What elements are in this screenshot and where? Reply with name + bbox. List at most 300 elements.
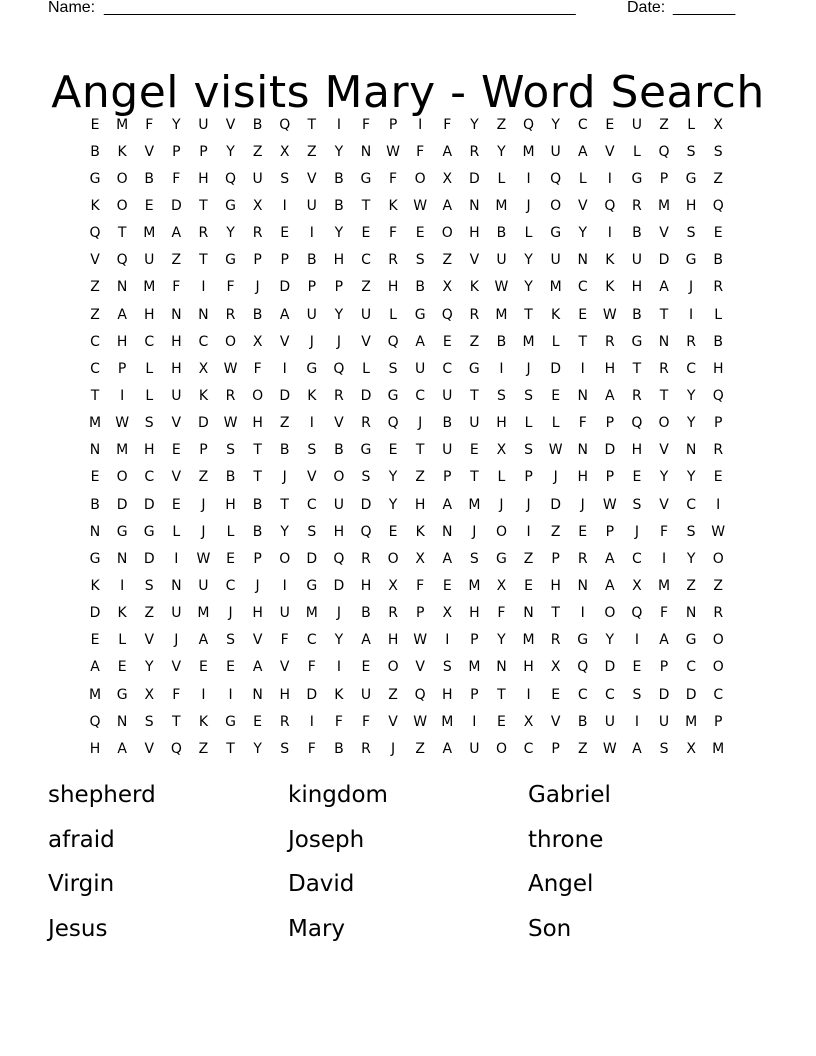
grid-letter[interactable]: P: [551, 550, 561, 567]
grid-letter[interactable]: H: [89, 740, 102, 757]
grid-letter[interactable]: N: [116, 713, 129, 730]
grid-letter[interactable]: X: [713, 116, 724, 133]
grid-letter[interactable]: W: [223, 360, 239, 377]
grid-letter[interactable]: E: [713, 225, 724, 242]
grid-letter[interactable]: B: [334, 740, 345, 757]
grid-letter[interactable]: K: [334, 686, 345, 703]
grid-letter[interactable]: R: [686, 333, 697, 350]
grid-letter[interactable]: V: [144, 740, 156, 757]
grid-letter[interactable]: R: [361, 415, 372, 432]
grid-letter[interactable]: P: [199, 442, 209, 459]
grid-letter[interactable]: U: [144, 252, 156, 269]
grid-letter[interactable]: W: [413, 197, 429, 214]
grid-letter[interactable]: H: [171, 360, 183, 377]
grid-letter[interactable]: M: [468, 496, 482, 513]
grid-letter[interactable]: A: [442, 197, 454, 214]
grid-letter[interactable]: R: [604, 333, 616, 350]
grid-letter[interactable]: B: [90, 496, 101, 513]
grid-letter[interactable]: H: [387, 279, 400, 296]
grid-letter[interactable]: C: [198, 333, 210, 350]
grid-letter[interactable]: B: [279, 442, 291, 459]
grid-letter[interactable]: X: [442, 170, 454, 187]
grid-letter[interactable]: Y: [470, 116, 480, 133]
grid-letter[interactable]: S: [361, 469, 372, 486]
grid-letter[interactable]: G: [116, 523, 129, 540]
grid-letter[interactable]: V: [90, 252, 101, 269]
grid-letter[interactable]: S: [415, 252, 426, 269]
grid-letter[interactable]: Z: [415, 469, 426, 486]
grid-letter[interactable]: Y: [172, 116, 182, 133]
grid-letter[interactable]: W: [711, 523, 727, 540]
grid-letter[interactable]: C: [361, 252, 372, 269]
grid-letter[interactable]: N: [198, 306, 210, 323]
grid-letter[interactable]: J: [201, 496, 207, 513]
grid-letter[interactable]: Y: [388, 469, 399, 486]
grid-letter[interactable]: G: [306, 577, 319, 594]
grid-letter[interactable]: M: [116, 442, 130, 459]
grid-letter[interactable]: M: [468, 659, 482, 676]
grid-letter[interactable]: V: [144, 632, 156, 649]
grid-letter[interactable]: G: [306, 360, 319, 377]
grid-letter[interactable]: J: [336, 605, 342, 622]
grid-letter[interactable]: G: [631, 170, 644, 187]
grid-letter[interactable]: Z: [496, 116, 508, 133]
grid-letter[interactable]: C: [713, 686, 725, 703]
grid-letter[interactable]: Q: [414, 686, 427, 703]
grid-letter[interactable]: C: [144, 333, 156, 350]
grid-letter[interactable]: J: [526, 197, 532, 214]
grid-letter[interactable]: Z: [388, 686, 399, 703]
grid-letter[interactable]: D: [279, 279, 292, 296]
grid-letter[interactable]: U: [360, 686, 373, 703]
grid-letter[interactable]: T: [632, 360, 643, 377]
grid-letter[interactable]: Y: [524, 252, 534, 269]
grid-letter[interactable]: C: [90, 360, 101, 377]
grid-letter[interactable]: Z: [144, 605, 156, 622]
grid-letter[interactable]: N: [89, 442, 102, 459]
grid-letter[interactable]: G: [685, 170, 698, 187]
grid-letter[interactable]: Q: [658, 143, 671, 160]
grid-letter[interactable]: G: [414, 306, 427, 323]
grid-letter[interactable]: P: [280, 252, 290, 269]
name-field[interactable]: _____________________________________________________: [104, 0, 576, 16]
grid-letter[interactable]: V: [577, 197, 589, 214]
grid-letter[interactable]: Q: [387, 333, 400, 350]
grid-letter[interactable]: G: [89, 170, 102, 187]
grid-letter[interactable]: D: [550, 360, 563, 377]
grid-letter[interactable]: C: [144, 469, 156, 486]
grid-letter[interactable]: D: [685, 686, 698, 703]
grid-letter[interactable]: X: [550, 659, 562, 676]
grid-letter[interactable]: L: [362, 360, 371, 377]
grid-letter[interactable]: E: [388, 442, 399, 459]
grid-letter[interactable]: V: [659, 496, 670, 513]
grid-letter[interactable]: W: [494, 279, 510, 296]
grid-letter[interactable]: I: [309, 713, 315, 730]
grid-letter[interactable]: J: [336, 333, 342, 350]
grid-letter[interactable]: B: [713, 252, 724, 269]
grid-letter[interactable]: L: [145, 360, 155, 377]
grid-letter[interactable]: M: [522, 632, 536, 649]
grid-letter[interactable]: M: [197, 605, 211, 622]
grid-letter[interactable]: B: [577, 713, 589, 730]
grid-letter[interactable]: M: [441, 713, 455, 730]
grid-letter[interactable]: R: [388, 252, 399, 269]
grid-letter[interactable]: M: [657, 577, 672, 594]
grid-letter[interactable]: T: [659, 387, 670, 404]
grid-letter[interactable]: I: [607, 225, 613, 242]
grid-letter[interactable]: S: [144, 415, 155, 432]
grid-letter[interactable]: H: [550, 577, 562, 594]
grid-letter[interactable]: V: [550, 713, 562, 730]
grid-letter[interactable]: S: [280, 170, 291, 187]
grid-letter[interactable]: A: [90, 659, 101, 676]
grid-letter[interactable]: K: [469, 279, 480, 296]
grid-letter[interactable]: W: [602, 306, 618, 323]
grid-letter[interactable]: R: [469, 306, 481, 323]
grid-letter[interactable]: D: [198, 415, 210, 432]
grid-letter[interactable]: O: [658, 415, 671, 432]
grid-letter[interactable]: S: [144, 577, 155, 594]
grid-letter[interactable]: H: [414, 496, 427, 513]
grid-letter[interactable]: C: [686, 496, 697, 513]
grid-letter[interactable]: V: [415, 659, 426, 676]
grid-letter[interactable]: C: [577, 686, 589, 703]
grid-letter[interactable]: N: [577, 442, 589, 459]
grid-letter[interactable]: M: [685, 713, 699, 730]
grid-letter[interactable]: G: [225, 197, 237, 214]
grid-letter[interactable]: O: [495, 523, 508, 540]
grid-letter[interactable]: F: [253, 360, 263, 377]
grid-letter[interactable]: Y: [144, 659, 155, 676]
grid-letter[interactable]: M: [495, 306, 509, 323]
grid-letter[interactable]: O: [604, 605, 617, 622]
grid-letter[interactable]: T: [199, 252, 209, 269]
grid-letter[interactable]: E: [632, 469, 643, 486]
grid-letter[interactable]: B: [442, 415, 454, 432]
grid-letter[interactable]: V: [279, 659, 291, 676]
grid-letter[interactable]: J: [689, 279, 695, 296]
grid-letter[interactable]: X: [442, 279, 454, 296]
grid-letter[interactable]: Z: [577, 740, 589, 757]
grid-letter[interactable]: Q: [170, 740, 183, 757]
grid-letter[interactable]: H: [171, 333, 183, 350]
grid-letter[interactable]: A: [442, 496, 454, 513]
grid-letter[interactable]: T: [470, 469, 480, 486]
grid-letter[interactable]: D: [306, 550, 319, 567]
grid-letter[interactable]: J: [282, 469, 288, 486]
grid-letter[interactable]: J: [580, 496, 586, 513]
grid-letter[interactable]: A: [659, 279, 670, 296]
grid-letter[interactable]: M: [143, 225, 157, 242]
grid-letter[interactable]: W: [196, 550, 212, 567]
grid-letter[interactable]: N: [116, 279, 129, 296]
grid-letter[interactable]: N: [171, 306, 183, 323]
grid-letter[interactable]: V: [307, 170, 318, 187]
grid-letter[interactable]: O: [116, 197, 129, 214]
grid-letter[interactable]: J: [553, 469, 559, 486]
grid-letter[interactable]: Q: [333, 360, 346, 377]
grid-letter[interactable]: K: [90, 577, 101, 594]
grid-letter[interactable]: Q: [89, 713, 102, 730]
grid-letter[interactable]: B: [225, 469, 237, 486]
grid-letter[interactable]: B: [144, 170, 156, 187]
grid-letter[interactable]: S: [713, 143, 724, 160]
grid-letter[interactable]: Y: [686, 387, 697, 404]
grid-letter[interactable]: P: [605, 469, 616, 486]
grid-letter[interactable]: C: [604, 686, 616, 703]
grid-letter[interactable]: F: [307, 659, 317, 676]
grid-letter[interactable]: X: [252, 333, 264, 350]
grid-letter[interactable]: P: [307, 279, 318, 296]
grid-letter[interactable]: M: [116, 116, 130, 133]
grid-letter[interactable]: O: [712, 659, 725, 676]
grid-letter[interactable]: V: [605, 143, 616, 160]
grid-letter[interactable]: G: [631, 333, 644, 350]
grid-letter[interactable]: G: [550, 225, 563, 242]
grid-letter[interactable]: T: [415, 442, 426, 459]
grid-letter[interactable]: O: [116, 469, 129, 486]
grid-letter[interactable]: S: [280, 740, 291, 757]
grid-letter[interactable]: F: [145, 116, 155, 133]
grid-letter[interactable]: X: [252, 197, 264, 214]
grid-letter[interactable]: X: [415, 550, 426, 567]
grid-letter[interactable]: B: [496, 225, 508, 242]
grid-letter[interactable]: R: [361, 550, 372, 567]
grid-letter[interactable]: Y: [497, 143, 507, 160]
grid-letter[interactable]: F: [389, 170, 399, 187]
grid-letter[interactable]: S: [632, 686, 643, 703]
grid-letter[interactable]: D: [333, 577, 346, 594]
grid-letter[interactable]: L: [145, 387, 155, 404]
grid-letter[interactable]: Z: [279, 415, 291, 432]
grid-letter[interactable]: H: [333, 252, 346, 269]
grid-letter[interactable]: S: [307, 523, 318, 540]
grid-letter[interactable]: B: [90, 143, 101, 160]
grid-letter[interactable]: X: [198, 360, 210, 377]
grid-letter[interactable]: G: [143, 523, 156, 540]
grid-letter[interactable]: G: [360, 170, 373, 187]
grid-letter[interactable]: U: [306, 306, 318, 323]
grid-letter[interactable]: P: [253, 252, 263, 269]
grid-letter[interactable]: V: [279, 333, 291, 350]
grid-letter[interactable]: N: [658, 333, 671, 350]
grid-letter[interactable]: E: [90, 469, 101, 486]
grid-letter[interactable]: V: [171, 415, 183, 432]
grid-letter[interactable]: O: [387, 659, 400, 676]
grid-letter[interactable]: T: [253, 469, 263, 486]
grid-letter[interactable]: E: [361, 659, 372, 676]
grid-letter[interactable]: T: [117, 225, 128, 242]
grid-letter[interactable]: G: [685, 252, 698, 269]
grid-letter[interactable]: B: [306, 252, 318, 269]
grid-letter[interactable]: I: [634, 632, 640, 649]
grid-letter[interactable]: F: [172, 170, 182, 187]
grid-letter[interactable]: E: [524, 577, 534, 594]
grid-letter[interactable]: R: [225, 387, 237, 404]
grid-letter[interactable]: H: [143, 306, 156, 323]
grid-letter[interactable]: C: [577, 116, 589, 133]
grid-letter[interactable]: M: [143, 279, 157, 296]
grid-letter[interactable]: R: [279, 713, 291, 730]
grid-letter[interactable]: A: [171, 225, 183, 242]
grid-letter[interactable]: L: [497, 170, 507, 187]
grid-letter[interactable]: X: [442, 605, 454, 622]
grid-letter[interactable]: E: [226, 550, 236, 567]
grid-letter[interactable]: U: [550, 143, 562, 160]
grid-letter[interactable]: Q: [333, 550, 346, 567]
grid-letter[interactable]: X: [144, 686, 156, 703]
grid-letter[interactable]: P: [659, 659, 670, 676]
grid-letter[interactable]: I: [336, 659, 342, 676]
grid-letter[interactable]: R: [225, 306, 237, 323]
grid-letter[interactable]: J: [418, 415, 424, 432]
grid-letter[interactable]: Y: [605, 632, 616, 649]
grid-letter[interactable]: V: [469, 252, 481, 269]
grid-letter[interactable]: L: [524, 225, 534, 242]
grid-letter[interactable]: N: [496, 659, 508, 676]
grid-letter[interactable]: T: [199, 197, 209, 214]
grid-letter[interactable]: T: [497, 686, 507, 703]
grid-letter[interactable]: N: [685, 605, 698, 622]
grid-letter[interactable]: W: [602, 740, 618, 757]
grid-letter[interactable]: Q: [712, 387, 725, 404]
grid-letter[interactable]: F: [416, 143, 426, 160]
grid-letter[interactable]: H: [387, 632, 400, 649]
grid-letter[interactable]: U: [658, 713, 671, 730]
grid-letter[interactable]: O: [333, 469, 346, 486]
grid-letter[interactable]: A: [442, 740, 454, 757]
grid-letter[interactable]: U: [550, 252, 562, 269]
grid-letter[interactable]: N: [116, 550, 129, 567]
grid-letter[interactable]: J: [634, 523, 640, 540]
date-field[interactable]: _______: [673, 0, 736, 16]
grid-letter[interactable]: B: [713, 333, 724, 350]
grid-letter[interactable]: H: [279, 686, 291, 703]
grid-letter[interactable]: T: [172, 713, 182, 730]
grid-letter[interactable]: K: [605, 252, 616, 269]
grid-letter[interactable]: C: [306, 496, 318, 513]
grid-letter[interactable]: C: [632, 550, 643, 567]
grid-letter[interactable]: H: [631, 442, 644, 459]
grid-letter[interactable]: D: [360, 387, 373, 404]
grid-letter[interactable]: U: [631, 252, 644, 269]
grid-letter[interactable]: H: [442, 686, 454, 703]
grid-letter[interactable]: L: [118, 632, 128, 649]
grid-letter[interactable]: E: [415, 225, 426, 242]
grid-letter[interactable]: H: [198, 170, 210, 187]
grid-letter[interactable]: S: [497, 387, 507, 404]
grid-letter[interactable]: L: [172, 523, 182, 540]
grid-letter[interactable]: Q: [631, 605, 644, 622]
grid-letter[interactable]: P: [415, 605, 426, 622]
grid-letter[interactable]: I: [689, 306, 695, 323]
grid-letter[interactable]: D: [468, 170, 481, 187]
grid-letter[interactable]: W: [602, 496, 618, 513]
grid-letter[interactable]: A: [117, 740, 128, 757]
grid-letter[interactable]: F: [389, 225, 399, 242]
grid-letter[interactable]: Q: [577, 659, 590, 676]
grid-letter[interactable]: G: [89, 550, 102, 567]
grid-letter[interactable]: I: [282, 197, 288, 214]
grid-letter[interactable]: V: [334, 415, 345, 432]
grid-letter[interactable]: D: [550, 496, 563, 513]
grid-letter[interactable]: E: [469, 442, 480, 459]
grid-letter[interactable]: F: [659, 523, 670, 540]
grid-letter[interactable]: A: [252, 659, 264, 676]
grid-letter[interactable]: H: [360, 577, 373, 594]
grid-letter[interactable]: T: [578, 333, 589, 350]
grid-letter[interactable]: V: [225, 116, 237, 133]
grid-letter[interactable]: U: [442, 387, 454, 404]
grid-letter[interactable]: W: [413, 713, 429, 730]
grid-letter[interactable]: B: [361, 605, 372, 622]
grid-letter[interactable]: Z: [523, 550, 535, 567]
grid-letter[interactable]: O: [116, 170, 129, 187]
grid-letter[interactable]: X: [632, 577, 643, 594]
grid-letter[interactable]: N: [523, 605, 535, 622]
grid-letter[interactable]: S: [226, 442, 236, 459]
grid-letter[interactable]: S: [524, 442, 534, 459]
grid-letter[interactable]: U: [360, 306, 373, 323]
grid-letter[interactable]: P: [117, 360, 128, 377]
grid-letter[interactable]: E: [632, 659, 643, 676]
grid-letter[interactable]: E: [442, 333, 453, 350]
grid-letter[interactable]: S: [442, 659, 453, 676]
grid-letter[interactable]: F: [361, 713, 372, 730]
grid-letter[interactable]: O: [712, 632, 725, 649]
grid-letter[interactable]: O: [414, 170, 427, 187]
grid-letter[interactable]: F: [307, 740, 317, 757]
grid-letter[interactable]: V: [388, 713, 399, 730]
grid-letter[interactable]: U: [604, 713, 616, 730]
grid-letter[interactable]: U: [279, 605, 291, 622]
grid-letter[interactable]: E: [90, 116, 101, 133]
grid-letter[interactable]: S: [388, 360, 399, 377]
grid-letter[interactable]: Z: [659, 116, 670, 133]
grid-letter[interactable]: Q: [360, 523, 373, 540]
grid-letter[interactable]: I: [418, 116, 424, 133]
grid-letter[interactable]: M: [89, 415, 103, 432]
grid-letter[interactable]: L: [226, 523, 236, 540]
grid-letter[interactable]: J: [526, 360, 532, 377]
grid-letter[interactable]: E: [171, 496, 182, 513]
grid-letter[interactable]: I: [499, 360, 505, 377]
grid-letter[interactable]: E: [578, 523, 589, 540]
grid-letter[interactable]: A: [632, 740, 643, 757]
grid-letter[interactable]: Z: [90, 279, 101, 296]
grid-letter[interactable]: J: [472, 523, 478, 540]
grid-letter[interactable]: Z: [550, 523, 562, 540]
grid-letter[interactable]: P: [199, 143, 209, 160]
grid-letter[interactable]: C: [577, 279, 589, 296]
grid-letter[interactable]: R: [361, 740, 372, 757]
grid-letter[interactable]: W: [413, 632, 429, 649]
grid-letter[interactable]: E: [144, 197, 155, 214]
grid-letter[interactable]: L: [524, 415, 534, 432]
grid-letter[interactable]: I: [607, 170, 613, 187]
grid-letter[interactable]: V: [144, 143, 156, 160]
grid-letter[interactable]: E: [713, 469, 724, 486]
grid-letter[interactable]: N: [577, 252, 589, 269]
grid-letter[interactable]: V: [361, 333, 372, 350]
grid-letter[interactable]: I: [120, 577, 126, 594]
grid-letter[interactable]: G: [360, 442, 373, 459]
grid-letter[interactable]: P: [443, 469, 453, 486]
grid-letter[interactable]: U: [171, 605, 183, 622]
grid-letter[interactable]: G: [577, 632, 590, 649]
grid-letter[interactable]: S: [632, 496, 643, 513]
